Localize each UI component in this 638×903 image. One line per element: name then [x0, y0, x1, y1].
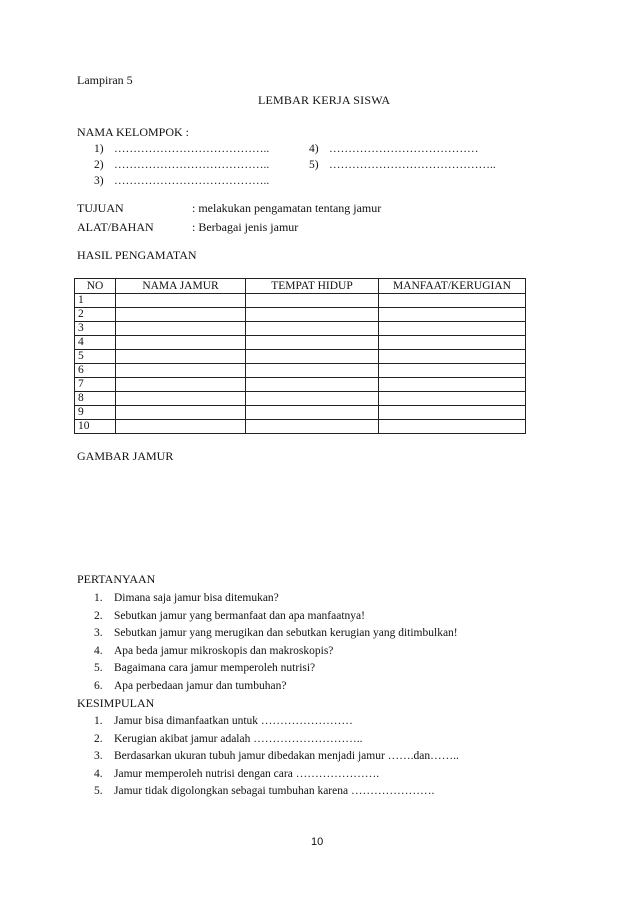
benefit-cell[interactable] — [379, 364, 526, 378]
benefit-cell[interactable] — [379, 322, 526, 336]
group-member-line — [94, 175, 269, 187]
group-member-line — [309, 159, 496, 171]
table-row — [75, 322, 526, 336]
row-number: 8 — [75, 392, 116, 406]
conclusion-item — [94, 713, 459, 731]
name-cell[interactable] — [116, 378, 246, 392]
conclusion-number: 2. — [94, 732, 103, 745]
name-cell[interactable] — [116, 322, 246, 336]
conclusion-text: Jamur bisa dimanfaatkan untuk …………………… — [114, 715, 353, 727]
worksheet-title: LEMBAR KERJA SISWA — [258, 93, 391, 107]
member-number: 2) — [94, 159, 104, 171]
benefit-cell[interactable] — [379, 392, 526, 406]
row-number: 6 — [75, 364, 116, 378]
conclusion-item — [94, 748, 459, 766]
table-row — [75, 378, 526, 392]
habitat-cell[interactable] — [246, 420, 379, 434]
conclusion-item — [94, 783, 459, 801]
row-number: 4 — [75, 336, 116, 350]
benefit-cell[interactable] — [379, 420, 526, 434]
name-cell[interactable] — [116, 294, 246, 308]
conclusion-text: Berdasarkan ukuran tubuh jamur dibedakan menjadi jamur …….dan…….. — [114, 750, 459, 763]
habitat-cell[interactable] — [246, 392, 379, 406]
member-blank: …………………………………….. — [329, 159, 496, 171]
member-number: 3) — [94, 175, 104, 187]
question-text: Dimana saja jamur bisa ditemukan? — [114, 592, 279, 604]
question-number: 6. — [94, 679, 103, 692]
question-item — [94, 608, 458, 626]
habitat-cell[interactable] — [246, 322, 379, 336]
member-blank: ………………………………… — [329, 143, 479, 155]
question-item — [94, 625, 458, 643]
benefit-cell[interactable] — [379, 350, 526, 364]
conclusion-text: Kerugian akibat jamur adalah ……………………….. — [114, 732, 363, 745]
row-number: 7 — [75, 378, 116, 392]
table-header-row — [75, 279, 526, 294]
observation-heading: HASIL PENGAMATAN — [77, 248, 197, 262]
habitat-cell[interactable] — [246, 336, 379, 350]
table-row — [75, 336, 526, 350]
group-member-line — [309, 143, 479, 155]
page-number: 10 — [311, 836, 324, 848]
habitat-cell[interactable] — [246, 378, 379, 392]
purpose-label: TUJUAN — [77, 201, 124, 215]
benefit-cell[interactable] — [379, 308, 526, 322]
question-item — [94, 660, 458, 678]
tools-value: : Berbagai jenis jamur — [192, 220, 299, 234]
drawing-area[interactable] — [77, 468, 527, 568]
observation-table — [74, 278, 526, 434]
question-text: Sebutkan jamur yang bermanfaat dan apa manfaatnya! — [114, 609, 365, 622]
conclusion-text: Jamur tidak digolongkan sebagai tumbuhan karena …………………. — [114, 785, 435, 798]
purpose-value: : melakukan pengamatan tentang jamur — [192, 201, 382, 215]
table-row — [75, 406, 526, 420]
row-number: 1 — [75, 294, 116, 308]
column-header-name: NAMA JAMUR — [116, 279, 246, 294]
conclusion-heading: KESIMPULAN — [77, 696, 155, 710]
question-item — [94, 590, 458, 608]
conclusion-number: 4. — [94, 767, 103, 780]
member-blank: ………………………………….. — [114, 175, 270, 187]
group-member-line — [94, 159, 269, 171]
benefit-cell[interactable] — [379, 406, 526, 420]
question-text: Apa beda jamur mikroskopis dan makroskopis? — [114, 644, 334, 657]
question-item — [94, 678, 458, 696]
table-row — [75, 420, 526, 434]
drawing-heading: GAMBAR JAMUR — [77, 449, 174, 463]
conclusion-text: Jamur memperoleh nutrisi dengan cara …………………. — [114, 767, 380, 780]
benefit-cell[interactable] — [379, 378, 526, 392]
name-cell[interactable] — [116, 364, 246, 378]
table-row — [75, 350, 526, 364]
question-number: 5. — [94, 662, 103, 675]
conclusion-list — [94, 713, 459, 801]
question-number: 3. — [94, 627, 103, 640]
name-cell[interactable] — [116, 406, 246, 420]
table-row — [75, 294, 526, 308]
row-number: 2 — [75, 308, 116, 322]
table-row — [75, 392, 526, 406]
member-blank: ………………………………….. — [114, 143, 270, 155]
habitat-cell[interactable] — [246, 294, 379, 308]
conclusion-number: 3. — [94, 750, 103, 763]
table-row — [75, 364, 526, 378]
question-text: Bagaimana cara jamur memperoleh nutrisi? — [114, 662, 316, 675]
question-number: 4. — [94, 644, 103, 657]
row-number: 3 — [75, 322, 116, 336]
questions-list — [94, 590, 458, 696]
appendix-label: Lampiran 5 — [77, 73, 133, 87]
conclusion-number: 5. — [94, 785, 103, 798]
row-number: 9 — [75, 406, 116, 420]
name-cell[interactable] — [116, 420, 246, 434]
conclusion-number: 1. — [94, 715, 103, 727]
group-name-label: NAMA KELOMPOK : — [77, 125, 190, 139]
conclusion-item — [94, 766, 459, 784]
benefit-cell[interactable] — [379, 336, 526, 350]
member-blank: ………………………………….. — [114, 159, 270, 171]
habitat-cell[interactable] — [246, 406, 379, 420]
member-number: 1) — [94, 143, 104, 155]
table-row — [75, 308, 526, 322]
tools-label: ALAT/BAHAN — [77, 220, 154, 234]
column-header-habitat: TEMPAT HIDUP — [246, 279, 379, 294]
name-cell[interactable] — [116, 336, 246, 350]
questions-heading: PERTANYAAN — [77, 572, 156, 586]
column-header-no: NO — [75, 279, 116, 294]
member-number: 4) — [309, 143, 319, 155]
name-cell[interactable] — [116, 350, 246, 364]
group-member-line — [94, 143, 269, 155]
name-cell[interactable] — [116, 308, 246, 322]
benefit-cell[interactable] — [379, 294, 526, 308]
question-item — [94, 643, 458, 661]
habitat-cell[interactable] — [246, 308, 379, 322]
member-number: 5) — [309, 159, 319, 171]
row-number: 5 — [75, 350, 116, 364]
question-number: 1. — [94, 592, 103, 604]
row-number: 10 — [75, 420, 116, 434]
habitat-cell[interactable] — [246, 364, 379, 378]
name-cell[interactable] — [116, 392, 246, 406]
conclusion-item — [94, 731, 459, 749]
question-text: Apa perbedaan jamur dan tumbuhan? — [114, 679, 287, 692]
question-text: Sebutkan jamur yang merugikan dan sebutkan kerugian yang ditimbulkan! — [114, 627, 458, 640]
question-number: 2. — [94, 609, 103, 622]
habitat-cell[interactable] — [246, 350, 379, 364]
column-header-benefit: MANFAAT/KERUGIAN — [379, 279, 526, 294]
